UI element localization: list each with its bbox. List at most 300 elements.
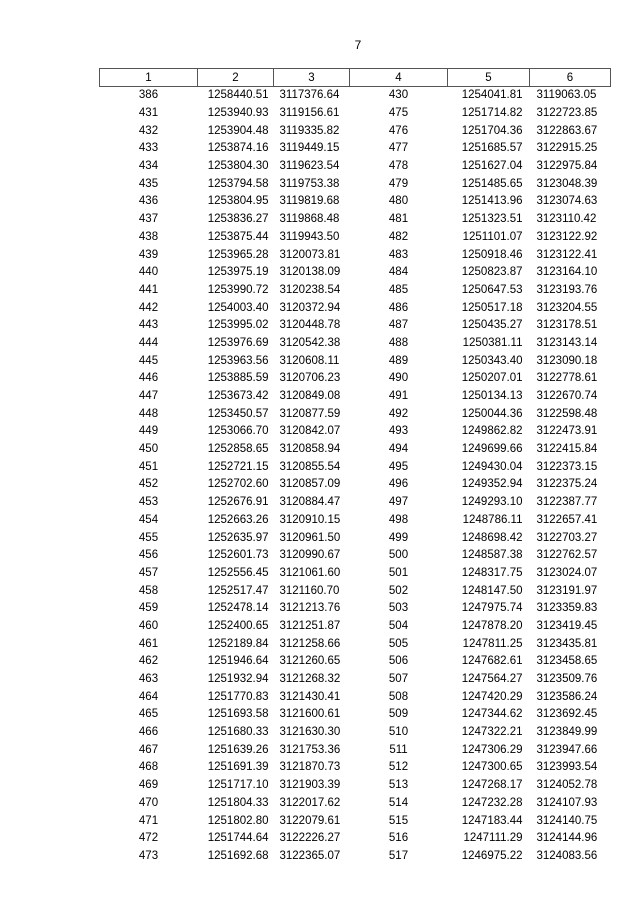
point-number-cell: 440 <box>138 266 159 279</box>
y-coordinate-cell: 3123947.66 <box>536 743 598 756</box>
table-row <box>100 565 611 583</box>
point-number-cell: 517 <box>388 849 409 862</box>
x-coordinate-cell: 1251717.10 <box>207 779 269 792</box>
y-coordinate-cell: 3121753.36 <box>279 743 341 756</box>
point-number-cell: 493 <box>388 425 409 438</box>
y-coordinate-cell: 3122670.74 <box>536 390 598 403</box>
table-row <box>100 211 611 229</box>
y-coordinate-cell: 3122375.24 <box>536 478 598 491</box>
column-header: 3 <box>274 69 350 87</box>
table-header <box>100 69 611 87</box>
x-coordinate-cell: 1251804.33 <box>207 796 269 809</box>
table-row <box>100 759 611 777</box>
y-coordinate-cell: 3123435.81 <box>536 637 598 650</box>
y-coordinate-cell: 3120961.50 <box>279 531 341 544</box>
x-coordinate-cell: 1251323.51 <box>461 213 523 226</box>
x-coordinate-cell: 1250823.87 <box>461 266 523 279</box>
point-number-cell: 445 <box>138 354 159 367</box>
point-number-cell: 497 <box>388 496 409 509</box>
y-coordinate-cell: 3122365.07 <box>279 849 341 862</box>
y-coordinate-cell: 3121160.70 <box>279 584 340 597</box>
y-coordinate-cell: 3120858.94 <box>279 443 341 456</box>
y-coordinate-cell: 3119449.15 <box>279 142 340 155</box>
table-row <box>100 264 611 282</box>
point-number-cell: 450 <box>138 443 159 456</box>
y-coordinate-cell: 3123509.76 <box>536 673 598 686</box>
table-row <box>100 175 611 193</box>
column-header: 4 <box>350 69 448 87</box>
x-coordinate-cell: 1247420.29 <box>461 690 523 703</box>
point-number-cell: 510 <box>388 726 409 739</box>
y-coordinate-cell: 3123122.41 <box>536 248 598 261</box>
x-coordinate-cell: 1250134.13 <box>461 390 523 403</box>
y-coordinate-cell: 3120857.09 <box>279 478 341 491</box>
y-coordinate-cell: 3123191.97 <box>536 584 598 597</box>
x-coordinate-cell: 1252721.15 <box>207 460 269 473</box>
y-coordinate-cell: 3121870.73 <box>279 761 341 774</box>
column-header: 6 <box>530 69 611 87</box>
y-coordinate-cell: 3120073.81 <box>279 248 341 261</box>
y-coordinate-cell: 3122079.61 <box>279 814 341 827</box>
x-coordinate-cell: 1250647.53 <box>461 283 523 296</box>
x-coordinate-cell: 1250918.46 <box>461 248 523 261</box>
point-number-cell: 486 <box>388 301 409 314</box>
x-coordinate-cell: 1251485.65 <box>461 177 523 190</box>
x-coordinate-cell: 1253450.57 <box>207 407 269 420</box>
x-coordinate-cell: 1253673.42 <box>207 390 269 403</box>
point-number-cell: 461 <box>138 637 159 650</box>
point-number-cell: 472 <box>138 832 159 845</box>
x-coordinate-cell: 1251413.96 <box>461 195 523 208</box>
point-number-cell: 449 <box>138 425 159 438</box>
x-coordinate-cell: 1247322.21 <box>461 726 523 739</box>
x-coordinate-cell: 1247268.17 <box>461 779 523 792</box>
point-number-cell: 498 <box>388 513 409 526</box>
x-coordinate-cell: 1250343.40 <box>461 354 523 367</box>
y-coordinate-cell: 3119623.54 <box>279 160 340 173</box>
coordinates-table <box>99 68 611 865</box>
x-coordinate-cell: 1252189.84 <box>207 637 269 650</box>
y-coordinate-cell: 3121258.66 <box>279 637 341 650</box>
y-coordinate-cell: 3123993.54 <box>536 761 598 774</box>
y-coordinate-cell: 3122657.41 <box>536 513 598 526</box>
x-coordinate-cell: 1251691.39 <box>207 761 269 774</box>
x-coordinate-cell: 1247232.28 <box>461 796 523 809</box>
y-coordinate-cell: 3121251.87 <box>279 619 341 632</box>
table-row <box>100 706 611 724</box>
x-coordinate-cell: 1252400.65 <box>207 619 269 632</box>
table-row <box>100 512 611 530</box>
x-coordinate-cell: 1250517.18 <box>461 301 523 314</box>
x-coordinate-cell: 1253904.48 <box>207 124 269 137</box>
x-coordinate-cell: 1253066.70 <box>207 425 269 438</box>
table-row <box>100 87 611 105</box>
y-coordinate-cell: 3121903.39 <box>279 779 341 792</box>
table-row <box>100 423 611 441</box>
x-coordinate-cell: 1250381.11 <box>462 336 523 349</box>
point-number-cell: 504 <box>388 619 409 632</box>
y-coordinate-cell: 3120990.67 <box>279 549 341 562</box>
table-row <box>100 122 611 140</box>
y-coordinate-cell: 3122387.77 <box>536 496 598 509</box>
x-coordinate-cell: 1252663.26 <box>207 513 269 526</box>
y-coordinate-cell: 3122415.84 <box>536 443 598 456</box>
point-number-cell: 452 <box>138 478 159 491</box>
point-number-cell: 454 <box>138 513 159 526</box>
y-coordinate-cell: 3123193.76 <box>536 283 598 296</box>
point-number-cell: 466 <box>138 726 159 739</box>
point-number-cell: 511 <box>389 743 408 756</box>
point-number-cell: 481 <box>388 213 409 226</box>
x-coordinate-cell: 1247111.29 <box>463 832 523 845</box>
y-coordinate-cell: 3123143.14 <box>536 336 598 349</box>
table-row <box>100 724 611 742</box>
x-coordinate-cell: 1253990.72 <box>207 283 269 296</box>
x-coordinate-cell: 1253875.44 <box>207 230 269 243</box>
point-number-cell: 507 <box>388 673 409 686</box>
y-coordinate-cell: 3124052.78 <box>536 779 598 792</box>
x-coordinate-cell: 1251685.57 <box>461 142 523 155</box>
y-coordinate-cell: 3122473.91 <box>536 425 598 438</box>
table-row <box>100 140 611 158</box>
point-number-cell: 463 <box>138 673 159 686</box>
x-coordinate-cell: 1253976.69 <box>207 336 269 349</box>
point-number-cell: 460 <box>138 619 159 632</box>
point-number-cell: 487 <box>388 319 409 332</box>
x-coordinate-cell: 1258440.51 <box>207 89 269 102</box>
x-coordinate-cell: 1247344.62 <box>461 708 523 721</box>
column-header: 5 <box>448 69 530 87</box>
point-number-cell: 470 <box>138 796 159 809</box>
y-coordinate-cell: 3122373.15 <box>536 460 598 473</box>
point-number-cell: 516 <box>388 832 409 845</box>
point-number-cell: 492 <box>388 407 409 420</box>
y-coordinate-cell: 3120608.11 <box>279 354 340 367</box>
table-row <box>100 777 611 795</box>
table-row <box>100 848 611 866</box>
y-coordinate-cell: 3123090.18 <box>536 354 598 367</box>
x-coordinate-cell: 1248317.75 <box>461 566 523 579</box>
y-coordinate-cell: 3123419.45 <box>536 619 598 632</box>
y-coordinate-cell: 3119156.61 <box>279 107 340 120</box>
point-number-cell: 514 <box>388 796 409 809</box>
y-coordinate-cell: 3122975.84 <box>536 160 598 173</box>
x-coordinate-cell: 1253885.59 <box>207 372 269 385</box>
y-coordinate-cell: 3122226.27 <box>279 832 341 845</box>
x-coordinate-cell: 1249430.04 <box>461 460 523 473</box>
point-number-cell: 482 <box>388 230 409 243</box>
x-coordinate-cell: 1247811.25 <box>462 637 523 650</box>
table-row <box>100 600 611 618</box>
table-row <box>100 317 611 335</box>
x-coordinate-cell: 1249293.10 <box>461 496 523 509</box>
y-coordinate-cell: 3120842.07 <box>279 425 341 438</box>
point-number-cell: 501 <box>388 566 409 579</box>
table-row <box>100 529 611 547</box>
table-row <box>100 352 611 370</box>
point-number-cell: 509 <box>388 708 409 721</box>
y-coordinate-cell: 3122863.67 <box>536 124 598 137</box>
x-coordinate-cell: 1250435.27 <box>461 319 523 332</box>
x-coordinate-cell: 1247183.44 <box>461 814 523 827</box>
point-number-cell: 488 <box>388 336 409 349</box>
table-row <box>100 635 611 653</box>
point-number-cell: 508 <box>388 690 409 703</box>
point-number-cell: 505 <box>388 637 409 650</box>
x-coordinate-cell: 1251627.04 <box>461 160 523 173</box>
table-row <box>100 193 611 211</box>
point-number-cell: 480 <box>388 195 409 208</box>
y-coordinate-cell: 3117376.64 <box>279 89 340 102</box>
page-number: 7 <box>354 38 362 52</box>
point-number-cell: 475 <box>388 107 409 120</box>
point-number-cell: 439 <box>138 248 159 261</box>
point-number-cell: 478 <box>388 160 409 173</box>
point-number-cell: 464 <box>138 690 159 703</box>
table-row <box>100 830 611 848</box>
x-coordinate-cell: 1249862.82 <box>461 425 523 438</box>
point-number-cell: 434 <box>138 160 159 173</box>
y-coordinate-cell: 3121430.41 <box>279 690 341 703</box>
point-number-cell: 458 <box>138 584 159 597</box>
y-coordinate-cell: 3123024.07 <box>536 566 598 579</box>
y-coordinate-cell: 3123359.83 <box>536 602 598 615</box>
point-number-cell: 431 <box>138 107 159 120</box>
x-coordinate-cell: 1246975.22 <box>461 849 523 862</box>
table-row <box>100 246 611 264</box>
x-coordinate-cell: 1251932.94 <box>207 673 269 686</box>
table-row <box>100 370 611 388</box>
point-number-cell: 495 <box>388 460 409 473</box>
column-header: 1 <box>100 69 198 87</box>
y-coordinate-cell: 3122017.62 <box>279 796 341 809</box>
y-coordinate-cell: 3119943.50 <box>279 230 340 243</box>
point-number-cell: 455 <box>138 531 159 544</box>
point-number-cell: 489 <box>388 354 409 367</box>
x-coordinate-cell: 1248698.42 <box>461 531 523 544</box>
x-coordinate-cell: 1253836.27 <box>207 213 269 226</box>
y-coordinate-cell: 3124083.56 <box>536 849 598 862</box>
table-row <box>100 458 611 476</box>
table-row <box>100 299 611 317</box>
x-coordinate-cell: 1251639.26 <box>207 743 269 756</box>
y-coordinate-cell: 3120238.54 <box>279 283 341 296</box>
y-coordinate-cell: 3121268.32 <box>279 673 341 686</box>
x-coordinate-cell: 1248147.50 <box>461 584 523 597</box>
y-coordinate-cell: 3120542.38 <box>279 336 341 349</box>
y-coordinate-cell: 3123849.99 <box>536 726 598 739</box>
y-coordinate-cell: 3123048.39 <box>536 177 598 190</box>
point-number-cell: 494 <box>388 443 409 456</box>
y-coordinate-cell: 3123122.92 <box>536 230 598 243</box>
x-coordinate-cell: 1251714.82 <box>461 107 523 120</box>
x-coordinate-cell: 1247975.74 <box>461 602 523 615</box>
y-coordinate-cell: 3120884.47 <box>279 496 341 509</box>
y-coordinate-cell: 3123110.42 <box>536 213 597 226</box>
x-coordinate-cell: 1250207.01 <box>461 372 523 385</box>
y-coordinate-cell: 3119868.48 <box>279 213 340 226</box>
y-coordinate-cell: 3120855.54 <box>279 460 341 473</box>
table-body <box>100 87 611 866</box>
y-coordinate-cell: 3119753.38 <box>279 177 340 190</box>
point-number-cell: 496 <box>388 478 409 491</box>
x-coordinate-cell: 1251680.33 <box>207 726 269 739</box>
point-number-cell: 438 <box>138 230 159 243</box>
y-coordinate-cell: 3122915.25 <box>536 142 598 155</box>
y-coordinate-cell: 3120877.59 <box>279 407 341 420</box>
y-coordinate-cell: 3123178.51 <box>536 319 598 332</box>
point-number-cell: 430 <box>388 89 409 102</box>
point-number-cell: 469 <box>138 779 159 792</box>
table-row <box>100 158 611 176</box>
y-coordinate-cell: 3120849.08 <box>279 390 341 403</box>
x-coordinate-cell: 1247682.61 <box>461 655 523 668</box>
point-number-cell: 490 <box>388 372 409 385</box>
y-coordinate-cell: 3121061.60 <box>279 566 341 579</box>
column-header: 2 <box>198 69 274 87</box>
x-coordinate-cell: 1251946.64 <box>207 655 269 668</box>
x-coordinate-cell: 1252676.91 <box>207 496 269 509</box>
table-row <box>100 741 611 759</box>
point-number-cell: 433 <box>138 142 159 155</box>
point-number-cell: 468 <box>138 761 159 774</box>
point-number-cell: 456 <box>138 549 159 562</box>
point-number-cell: 465 <box>138 708 159 721</box>
table-row <box>100 335 611 353</box>
x-coordinate-cell: 1251770.83 <box>207 690 269 703</box>
point-number-cell: 503 <box>388 602 409 615</box>
point-number-cell: 436 <box>138 195 159 208</box>
point-number-cell: 515 <box>388 814 409 827</box>
table-row <box>100 618 611 636</box>
point-number-cell: 443 <box>138 319 159 332</box>
x-coordinate-cell: 1249352.94 <box>461 478 523 491</box>
y-coordinate-cell: 3120910.15 <box>279 513 341 526</box>
y-coordinate-cell: 3119819.68 <box>279 195 340 208</box>
x-coordinate-cell: 1252702.60 <box>207 478 269 491</box>
table-row <box>100 671 611 689</box>
table-row <box>100 653 611 671</box>
table-row <box>100 388 611 406</box>
x-coordinate-cell: 1251692.68 <box>207 849 269 862</box>
table-row <box>100 688 611 706</box>
x-coordinate-cell: 1251802.80 <box>207 814 269 827</box>
x-coordinate-cell: 1252517.47 <box>207 584 269 597</box>
table-row <box>100 476 611 494</box>
x-coordinate-cell: 1253995.02 <box>207 319 269 332</box>
y-coordinate-cell: 3119063.05 <box>536 89 597 102</box>
x-coordinate-cell: 1252635.97 <box>207 531 269 544</box>
point-number-cell: 499 <box>388 531 409 544</box>
table-row <box>100 282 611 300</box>
y-coordinate-cell: 3120706.23 <box>279 372 341 385</box>
x-coordinate-cell: 1254003.40 <box>207 301 269 314</box>
point-number-cell: 448 <box>138 407 159 420</box>
point-number-cell: 471 <box>138 814 159 827</box>
point-number-cell: 444 <box>138 336 159 349</box>
point-number-cell: 476 <box>388 124 409 137</box>
y-coordinate-cell: 3121260.65 <box>279 655 341 668</box>
y-coordinate-cell: 3123074.63 <box>536 195 598 208</box>
x-coordinate-cell: 1252858.65 <box>207 443 269 456</box>
y-coordinate-cell: 3120138.09 <box>279 266 341 279</box>
point-number-cell: 442 <box>138 301 159 314</box>
x-coordinate-cell: 1252556.45 <box>207 566 269 579</box>
point-number-cell: 479 <box>388 177 409 190</box>
x-coordinate-cell: 1248587.38 <box>461 549 523 562</box>
point-number-cell: 506 <box>388 655 409 668</box>
point-number-cell: 491 <box>388 390 409 403</box>
y-coordinate-cell: 3122598.48 <box>536 407 598 420</box>
point-number-cell: 447 <box>138 390 159 403</box>
x-coordinate-cell: 1253804.30 <box>207 160 269 173</box>
y-coordinate-cell: 3122703.27 <box>536 531 598 544</box>
point-number-cell: 512 <box>388 761 409 774</box>
table-row <box>100 795 611 813</box>
point-number-cell: 477 <box>388 142 409 155</box>
x-coordinate-cell: 1249699.66 <box>461 443 523 456</box>
x-coordinate-cell: 1253975.19 <box>207 266 269 279</box>
y-coordinate-cell: 3123692.45 <box>536 708 598 721</box>
point-number-cell: 484 <box>388 266 409 279</box>
x-coordinate-cell: 1253965.28 <box>207 248 269 261</box>
x-coordinate-cell: 1253874.16 <box>207 142 269 155</box>
x-coordinate-cell: 1247564.27 <box>461 673 523 686</box>
y-coordinate-cell: 3120448.78 <box>279 319 341 332</box>
table-row <box>100 405 611 423</box>
x-coordinate-cell: 1253940.93 <box>207 107 269 120</box>
table-row <box>100 105 611 123</box>
point-number-cell: 441 <box>138 283 159 296</box>
y-coordinate-cell: 3124140.75 <box>536 814 598 827</box>
point-number-cell: 513 <box>388 779 409 792</box>
y-coordinate-cell: 3124144.96 <box>536 832 598 845</box>
x-coordinate-cell: 1253963.56 <box>207 354 269 367</box>
point-number-cell: 462 <box>138 655 159 668</box>
point-number-cell: 502 <box>388 584 409 597</box>
x-coordinate-cell: 1254041.81 <box>461 89 523 102</box>
point-number-cell: 453 <box>138 496 159 509</box>
point-number-cell: 467 <box>138 743 159 756</box>
point-number-cell: 386 <box>138 89 159 102</box>
table-row <box>100 229 611 247</box>
header-row <box>100 69 611 87</box>
y-coordinate-cell: 3123586.24 <box>536 690 598 703</box>
x-coordinate-cell: 1250044.36 <box>461 407 523 420</box>
point-number-cell: 473 <box>138 849 159 862</box>
x-coordinate-cell: 1251704.36 <box>461 124 523 137</box>
point-number-cell: 485 <box>388 283 409 296</box>
y-coordinate-cell: 3123164.10 <box>536 266 598 279</box>
point-number-cell: 459 <box>138 602 159 615</box>
y-coordinate-cell: 3120372.94 <box>279 301 341 314</box>
point-number-cell: 435 <box>138 177 159 190</box>
point-number-cell: 432 <box>138 124 159 137</box>
point-number-cell: 437 <box>138 213 159 226</box>
y-coordinate-cell: 3121630.30 <box>279 726 341 739</box>
x-coordinate-cell: 1252601.73 <box>207 549 269 562</box>
table-row <box>100 547 611 565</box>
table-row <box>100 441 611 459</box>
point-number-cell: 451 <box>138 460 159 473</box>
point-number-cell: 457 <box>138 566 159 579</box>
point-number-cell: 500 <box>388 549 409 562</box>
x-coordinate-cell: 1251101.07 <box>462 230 523 243</box>
point-number-cell: 483 <box>388 248 409 261</box>
x-coordinate-cell: 1247300.65 <box>461 761 523 774</box>
y-coordinate-cell: 3123204.55 <box>536 301 598 314</box>
x-coordinate-cell: 1253804.95 <box>207 195 269 208</box>
